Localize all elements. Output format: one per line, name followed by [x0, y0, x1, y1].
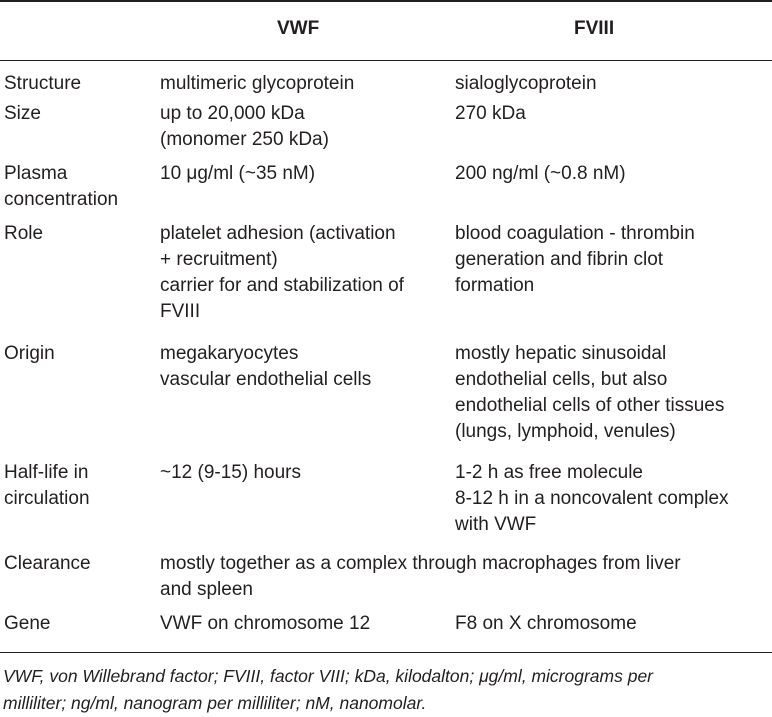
cell-vwf-gene: VWF on chromosome 12	[160, 613, 371, 634]
cell-vwf-half-life: ~12 (9-15) hours	[160, 462, 301, 483]
cell-vwf-size: up to 20,000 kDa (monomer 250 kDa)	[160, 103, 329, 150]
row-label-structure: Structure	[4, 73, 82, 94]
column-header-fviii: FVIII	[574, 18, 615, 39]
header-rule	[0, 60, 772, 61]
cell-vwf-plasma-concentration: 10 μg/ml (~35 nM)	[160, 163, 316, 184]
cell-fviii-size: 270 kDa	[455, 103, 526, 124]
cell-vwf-structure: multimeric glycoprotein	[160, 73, 355, 94]
row-label-role: Role	[4, 223, 44, 244]
row-label-origin: Origin	[4, 343, 55, 364]
table-footnote: VWF, von Willebrand factor; FVIII, factor VIII; kDa, kilodalton; μg/ml, micrograms per milliliter; ng/ml, nanogram per milliliter; nM, nanomolar.	[3, 666, 654, 713]
cell-vwf-role: platelet adhesion (activation + recruitment) carrier for and stabilization of FVIII	[160, 223, 404, 322]
cell-clearance-merged: mostly together as a complex through macrophages from liver and spleen	[160, 553, 681, 600]
bottom-rule	[0, 652, 772, 653]
row-label-gene: Gene	[4, 613, 51, 634]
row-label-half-life: Half-life in circulation	[4, 462, 90, 509]
cell-fviii-half-life: 1-2 h as free molecule 8-12 h in a noncovalent complex with VWF	[455, 462, 729, 535]
top-rule	[0, 0, 772, 2]
cell-fviii-role: blood coagulation - thrombin generation and fibrin clot formation	[455, 223, 695, 296]
cell-fviii-plasma-concentration: 200 ng/ml (~0.8 nM)	[455, 163, 626, 184]
row-label-size: Size	[4, 103, 41, 124]
row-label-clearance: Clearance	[4, 553, 91, 574]
cell-fviii-structure: sialoglycoprotein	[455, 73, 597, 94]
column-header-vwf: VWF	[277, 18, 320, 39]
cell-vwf-origin: megakaryocytes vascular endothelial cells	[160, 343, 372, 390]
cell-fviii-origin: mostly hepatic sinusoidal endothelial cells, but also endothelial cells of other tissues (lungs, lymphoid, venules)	[455, 343, 725, 442]
cell-fviii-gene: F8 on X chromosome	[455, 613, 637, 634]
row-label-plasma-concentration: Plasma concentration	[4, 163, 119, 210]
